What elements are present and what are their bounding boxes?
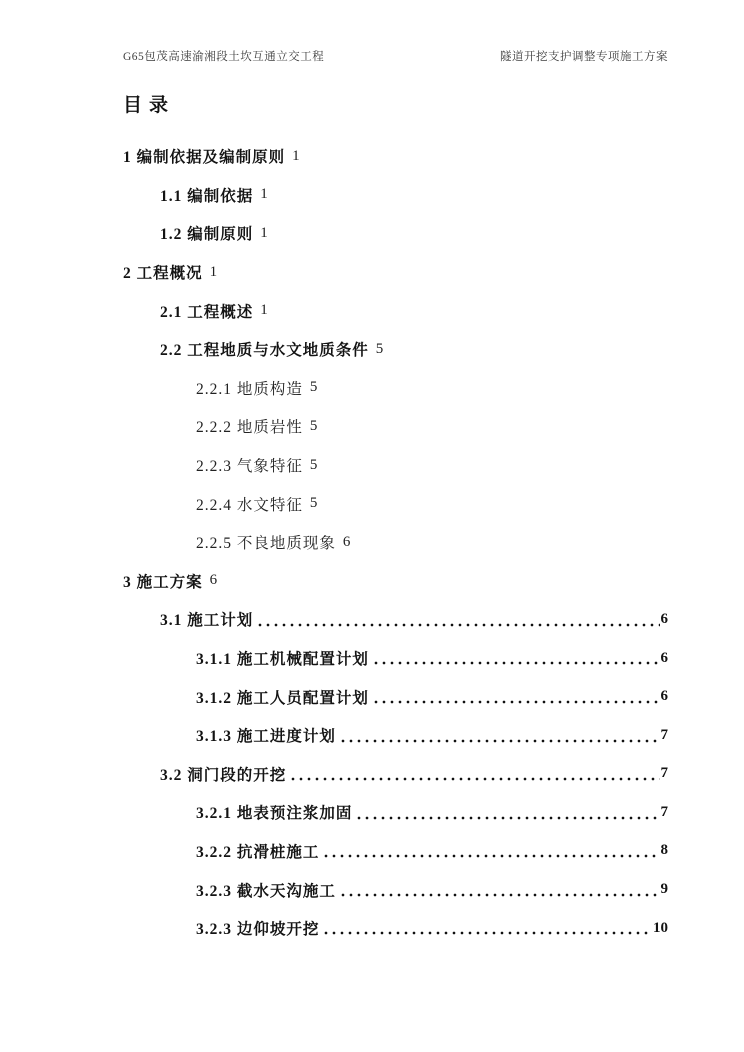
toc-entry-page: 7: [660, 726, 668, 743]
toc-entry-label: 1.2 编制原则: [160, 226, 254, 244]
toc-entry[interactable]: [123, 176, 668, 215]
toc-entry-page: 6: [342, 533, 351, 550]
toc-entry[interactable]: [123, 600, 668, 639]
toc-entry-label: 3.1.1 施工机械配置计划: [196, 651, 369, 669]
toc-entry-label: 3.2.1 地表预注浆加固: [196, 805, 353, 823]
dot-leader: [374, 700, 660, 704]
toc-entry-page: 10: [653, 919, 668, 936]
dot-leader: [258, 623, 659, 627]
header-project-title: G65包茂高速渝湘段土坎互通立交工程: [123, 51, 325, 63]
header-doc-title: 隧道开挖支护调整专项施工方案: [500, 51, 668, 63]
toc-entry-page: 1: [260, 186, 268, 203]
toc-entry-label: 1 编制依据及编制原则: [123, 149, 286, 167]
toc-entry[interactable]: [123, 484, 668, 523]
toc-entry[interactable]: [123, 407, 668, 446]
toc-entry[interactable]: [123, 214, 668, 253]
toc-entry-page: 5: [309, 417, 318, 434]
toc-entry-label: 3.1.2 施工人员配置计划: [196, 689, 369, 707]
toc-entry-label: 2.2.2 地质岩性: [196, 419, 303, 437]
toc-entry[interactable]: [123, 369, 668, 408]
toc-entry-page: 7: [660, 803, 668, 820]
toc-entry-label: 1.1 编制依据: [160, 187, 254, 205]
toc-entry[interactable]: [123, 716, 668, 755]
toc-entry[interactable]: [123, 291, 668, 330]
toc-entry[interactable]: [123, 446, 668, 485]
toc-entry-page: 9: [660, 881, 668, 898]
dot-leader: [357, 816, 659, 820]
toc-entry[interactable]: [123, 677, 668, 716]
toc-entry-label: 2 工程概况: [123, 265, 203, 283]
toc-entry[interactable]: [123, 562, 668, 601]
toc-entry-page: 5: [375, 340, 384, 357]
toc-title: 目录: [123, 95, 176, 116]
toc-entry-page: 5: [309, 456, 318, 473]
toc-entry-page: 5: [309, 495, 318, 512]
toc-entry-page: 6: [660, 610, 668, 627]
toc-entry-label: 3.2.2 抗滑桩施工: [196, 843, 320, 861]
toc-entry-page: 1: [292, 147, 300, 164]
toc-entry-label: 3.2 洞门段的开挖: [160, 766, 287, 784]
toc-entry-page: 1: [260, 224, 268, 241]
toc-entry-page: 6: [660, 688, 668, 705]
toc-entry-label: 2.2 工程地质与水文地质条件: [160, 342, 369, 360]
toc-entry-label: 3.1.3 施工进度计划: [196, 728, 336, 746]
dot-leader: [291, 777, 659, 781]
toc-entry[interactable]: [123, 523, 668, 562]
dot-leader: [324, 854, 659, 858]
toc-entry-label: 3.2.3 边仰坡开挖: [196, 921, 320, 939]
toc-entry-label: 2.1 工程概述: [160, 303, 254, 321]
toc-list: [123, 137, 668, 947]
toc-entry-label: 3.2.3 截水天沟施工: [196, 882, 336, 900]
toc-entry-label: 3 施工方案: [123, 573, 203, 591]
dot-leader: [374, 661, 660, 665]
page-header: [123, 48, 668, 64]
toc-entry[interactable]: [123, 253, 668, 292]
toc-entry-page: 8: [660, 842, 668, 859]
toc-entry-page: 5: [309, 379, 318, 396]
dot-leader: [341, 893, 660, 897]
toc-entry-page: 6: [660, 649, 668, 666]
toc-entry[interactable]: [123, 909, 668, 948]
toc-entry-label: 2.2.4 水文特征: [196, 496, 303, 514]
dot-leader: [341, 739, 660, 743]
toc-entry[interactable]: [123, 870, 668, 909]
toc-entry-label: 2.2.3 气象特征: [196, 458, 303, 476]
toc-entry[interactable]: [123, 793, 668, 832]
toc-entry[interactable]: [123, 832, 668, 871]
toc-entry-page: 6: [209, 572, 218, 589]
toc-entry[interactable]: [123, 755, 668, 794]
toc-entry[interactable]: [123, 330, 668, 369]
toc-entry-label: 2.2.1 地质构造: [196, 380, 303, 398]
dot-leader: [324, 931, 652, 935]
toc-entry-page: 1: [260, 302, 268, 319]
toc-entry-label: 3.1 施工计划: [160, 612, 254, 630]
toc-entry[interactable]: [123, 639, 668, 678]
toc-entry-page: 1: [209, 263, 218, 280]
toc-entry[interactable]: [123, 137, 668, 176]
toc-entry-page: 7: [660, 765, 668, 782]
toc-entry-label: 2.2.5 不良地质现象: [196, 535, 336, 553]
